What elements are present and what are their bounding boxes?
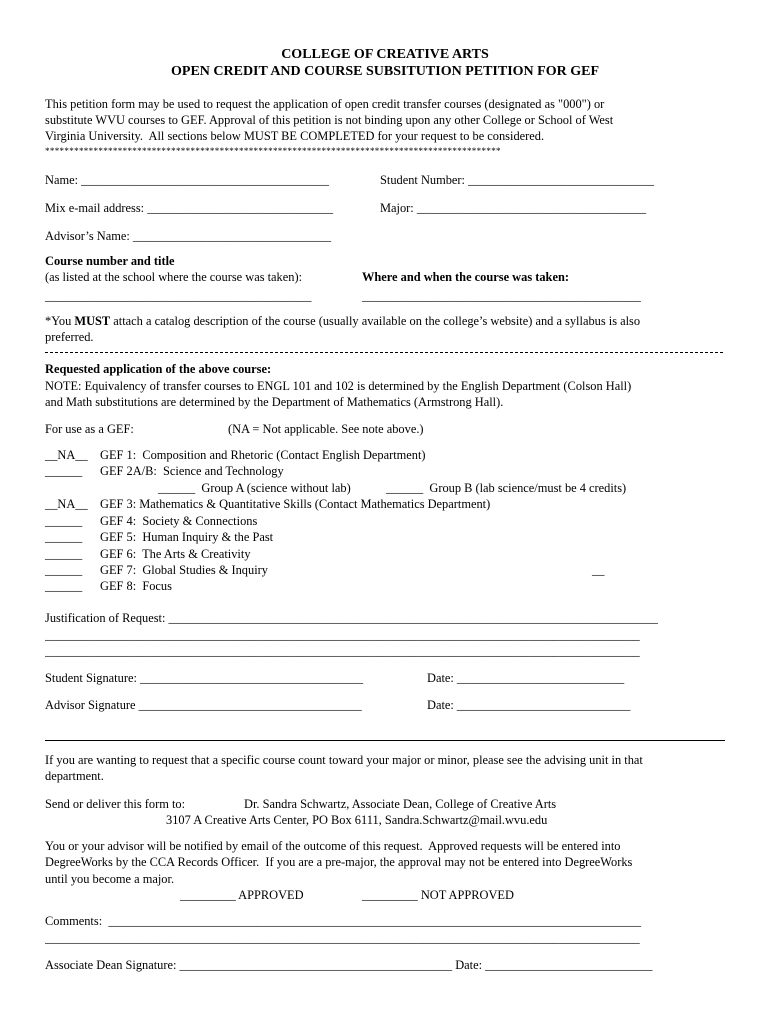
major-field[interactable]: Major: _____________________________________	[380, 201, 647, 215]
gef-label: GEF 3: Mathematics & Quantitative Skills (Contact Mathematics Department)	[100, 497, 491, 511]
gef-label: GEF 8: Focus	[100, 579, 172, 593]
use-as-label: For use as a GEF:	[45, 422, 134, 436]
requested-heading: Requested application of the above course:	[45, 362, 272, 376]
notify-note: until you become a major.	[45, 872, 175, 886]
advising-note: If you are wanting to request that a specific course count toward your major or minor, please see the advising unit in that	[45, 753, 643, 767]
comments-line[interactable]: ________________________________________________________________________________________________	[45, 931, 640, 945]
gef-mark[interactable]: __NA__	[45, 448, 88, 462]
justification-field[interactable]: Justification of Request: _______________________________________________________________________________	[45, 611, 658, 625]
send-to-address: 3107 A Creative Arts Center, PO Box 6111, Sandra.Schwartz@mail.wvu.edu	[166, 813, 548, 827]
group-b-option[interactable]: ______ Group B (lab science/must be 4 credits)	[386, 481, 627, 495]
group-a-option[interactable]: ______ Group A (science without lab)	[158, 481, 351, 495]
comments-field[interactable]: Comments: ______________________________________________________________________________________	[45, 914, 642, 928]
send-to-name: Dr. Sandra Schwartz, Associate Dean, College of Creative Arts	[244, 797, 557, 811]
advisor-date-field[interactable]: Date: ____________________________	[427, 698, 631, 712]
gef7-extra-mark: __	[592, 563, 605, 577]
where-when-field[interactable]: _____________________________________________	[362, 289, 641, 303]
justification-line[interactable]: ________________________________________________________________________________________________	[45, 644, 640, 658]
gef-label: GEF 1: Composition and Rhetoric (Contact English Department)	[100, 448, 426, 462]
advisor-signature-field[interactable]: Advisor Signature ____________________________________	[45, 698, 362, 712]
gef-mark[interactable]: ______	[45, 464, 83, 478]
dashed-divider	[45, 352, 723, 353]
student-signature-field[interactable]: Student Signature: ____________________________________	[45, 671, 364, 685]
star-divider: **********************************************************************************************	[45, 146, 501, 156]
course-heading: Course number and title	[45, 254, 175, 268]
student-date-field[interactable]: Date: ___________________________	[427, 671, 625, 685]
gef-mark[interactable]: ______	[45, 579, 83, 593]
course-subheading: (as listed at the school where the course was taken):	[45, 270, 303, 284]
intro-line: This petition form may be used to request the application of open credit transfer courses (designated as "000") or	[45, 97, 605, 111]
notify-note: You or your advisor will be notified by email of the outcome of this request. Approved requests will be entered into	[45, 839, 621, 853]
email-field[interactable]: Mix e-mail address: ______________________________	[45, 201, 334, 215]
gef-mark[interactable]: ______	[45, 547, 83, 561]
gef-mark[interactable]: ______	[45, 563, 83, 577]
gef-label: GEF 5: Human Inquiry & the Past	[100, 530, 274, 544]
notify-note: DegreeWorks by the CCA Records Officer. If you are a pre-major, the approval may not be entered into DegreeWorks	[45, 855, 633, 869]
gef-mark[interactable]: __NA__	[45, 497, 88, 511]
intro-line: Virginia University. All sections below MUST BE COMPLETED for your request to be considered.	[45, 129, 545, 143]
attach-note: *You MUST attach a catalog description of the course (usually available on the college’s website) and a syllabus is also	[45, 314, 641, 328]
course-title-field[interactable]: ___________________________________________	[45, 289, 312, 303]
name-field[interactable]: Name: ________________________________________	[45, 173, 329, 187]
na-note: (NA = Not applicable. See note above.)	[228, 422, 424, 436]
form-title: COLLEGE OF CREATIVE ARTS	[281, 47, 489, 62]
not-approved-mark[interactable]: _________ NOT APPROVED	[362, 888, 514, 902]
attach-note-line2: preferred.	[45, 330, 94, 344]
requested-note: and Math substitutions are determined by the Department of Mathematics (Armstrong Hall).	[45, 395, 504, 409]
dean-signature-field[interactable]: Associate Dean Signature: ____________________________________________ Date: ___________________________	[45, 958, 653, 972]
gef-label: GEF 2A/B: Science and Technology	[100, 464, 284, 478]
gef-label: GEF 6: The Arts & Creativity	[100, 547, 251, 561]
advisor-name-field[interactable]: Advisor’s Name: ________________________________	[45, 229, 332, 243]
gef-mark[interactable]: ______	[45, 514, 83, 528]
gef-mark[interactable]: ______	[45, 530, 83, 544]
advising-note: department.	[45, 769, 104, 783]
where-when-heading: Where and when the course was taken:	[362, 270, 569, 284]
justification-line[interactable]: ________________________________________________________________________________________________	[45, 628, 640, 642]
gef-label: GEF 4: Society & Connections	[100, 514, 258, 528]
section-divider	[45, 740, 725, 741]
intro-line: substitute WVU courses to GEF. Approval of this petition is not binding upon any other College or School of West	[45, 113, 614, 127]
approved-mark[interactable]: _________ APPROVED	[180, 888, 304, 902]
form-subtitle: OPEN CREDIT AND COURSE SUBSITUTION PETITION FOR GEF	[171, 64, 599, 79]
student-number-field[interactable]: Student Number: ______________________________	[380, 173, 654, 187]
send-label: Send or deliver this form to:	[45, 797, 186, 811]
requested-note: NOTE: Equivalency of transfer courses to ENGL 101 and 102 is determined by the English Department (Colson Hall)	[45, 379, 632, 393]
gef-label: GEF 7: Global Studies & Inquiry	[100, 563, 268, 577]
